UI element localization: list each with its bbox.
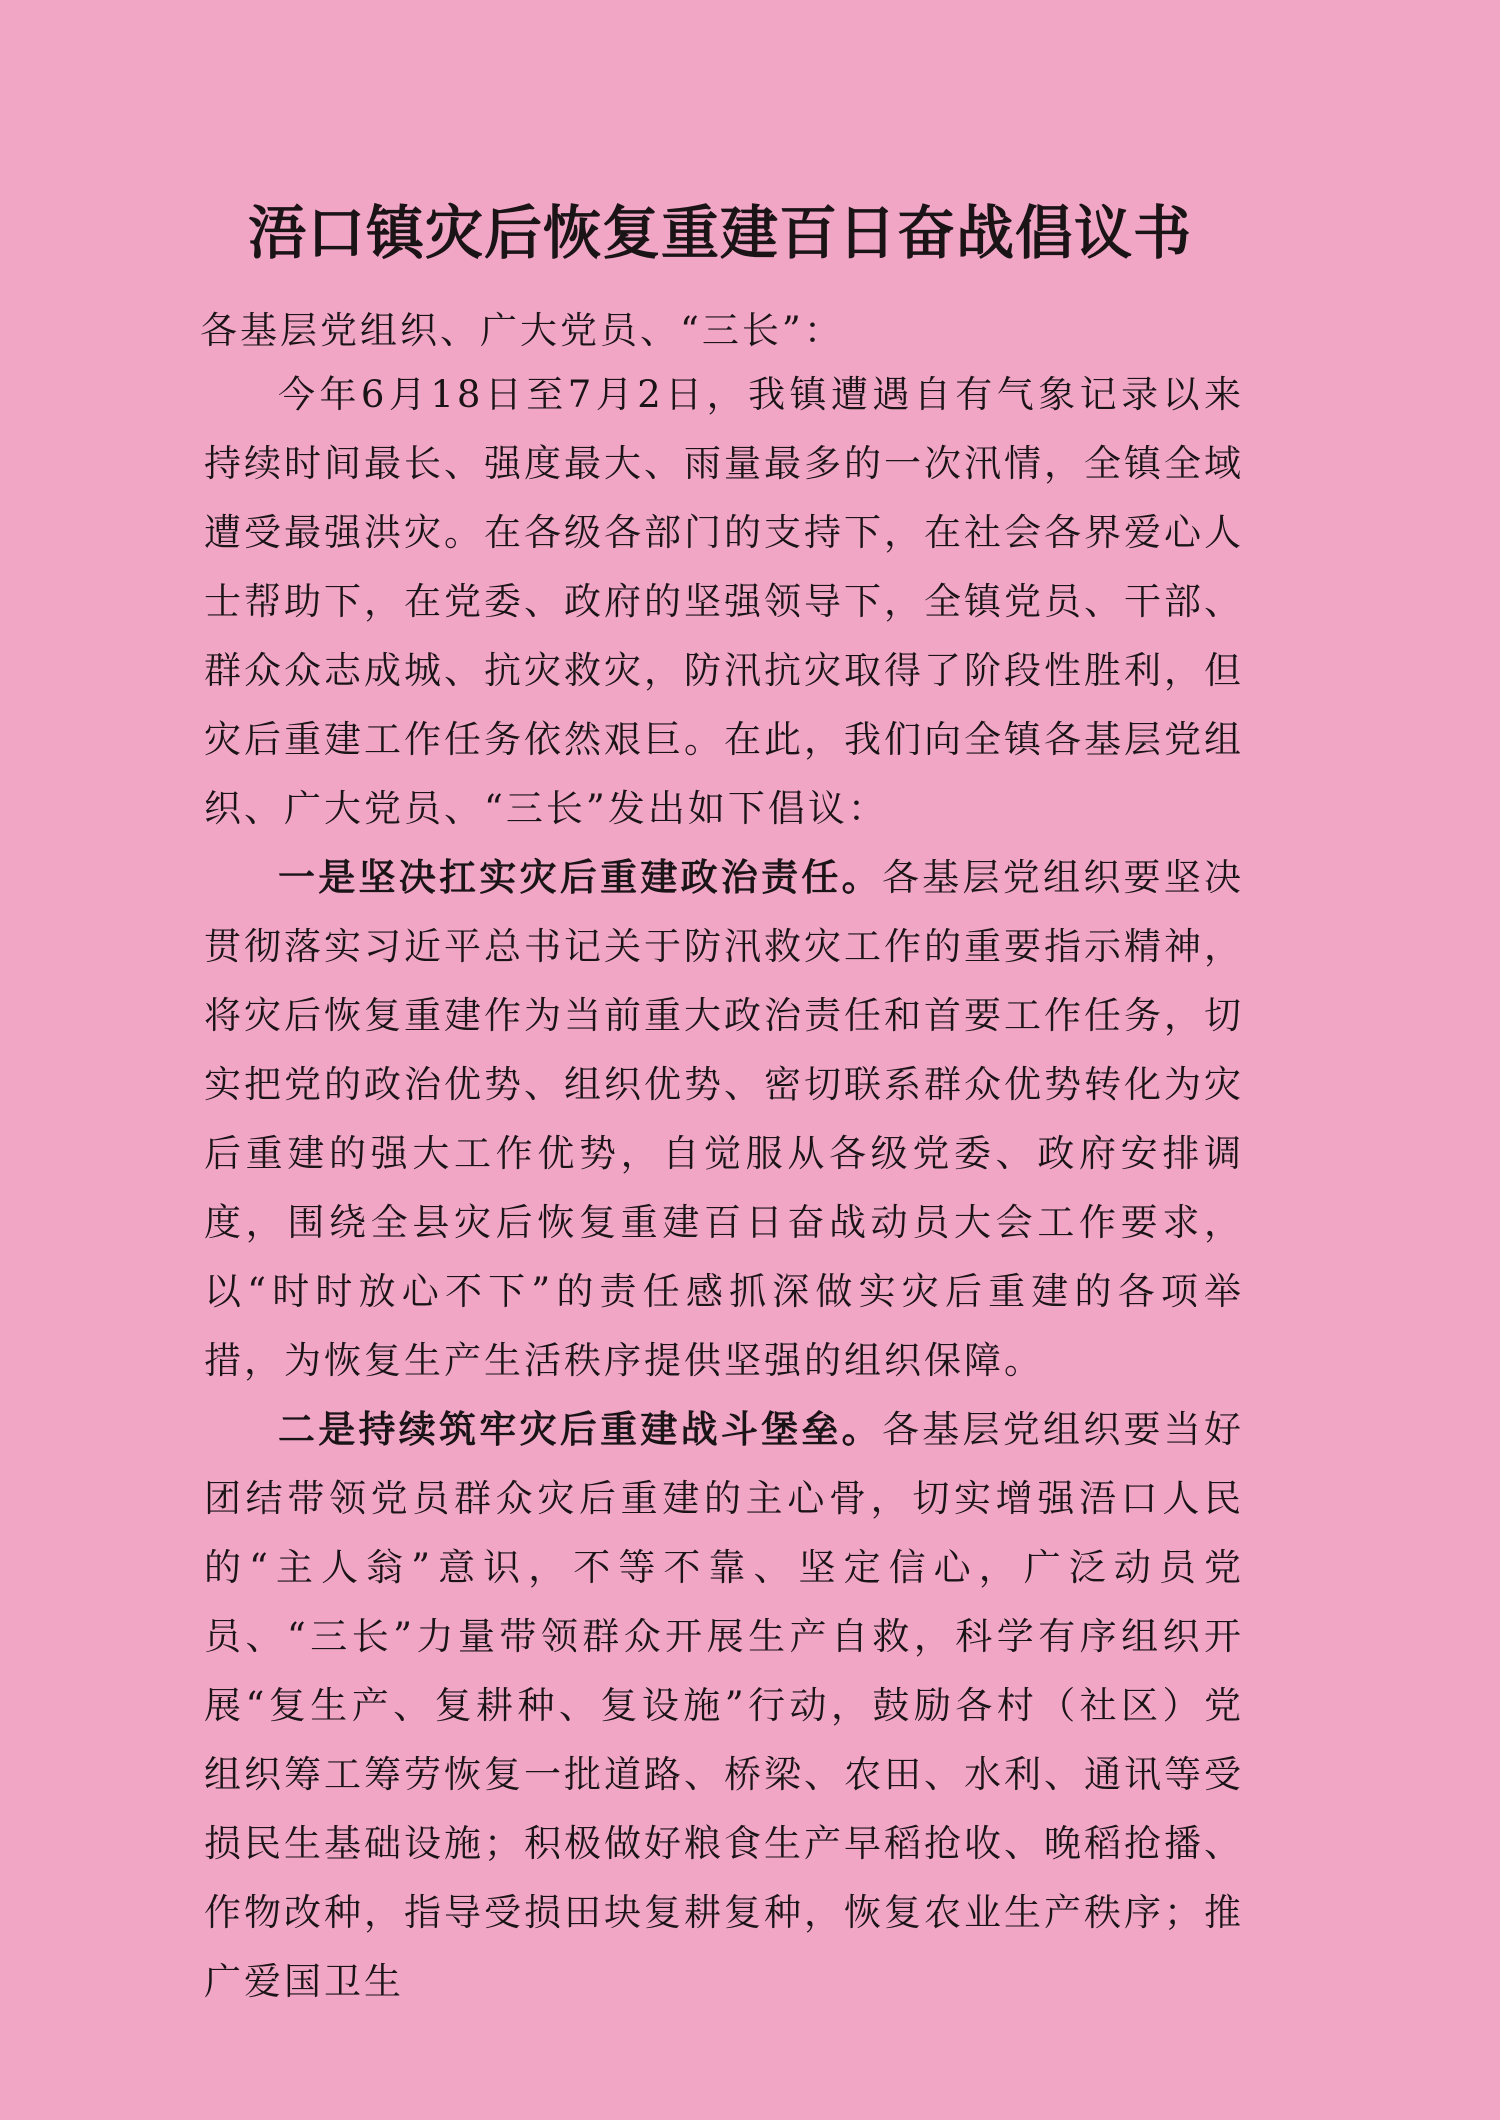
paragraph-point-2 bbox=[204, 1395, 1244, 2016]
paragraph-point-1 bbox=[204, 843, 1244, 1395]
paragraph-lead: 二是持续筑牢灾后重建战斗堡垒。 bbox=[278, 1408, 882, 1451]
paragraph-intro bbox=[204, 360, 1244, 843]
salutation: 各基层党组织、广大党员、“三长”： bbox=[200, 309, 844, 352]
document-body bbox=[204, 360, 1244, 2016]
paragraph-lead: 一是坚决扛实灾后重建政治责任。 bbox=[278, 856, 882, 899]
paragraph-text: 各基层党组织要坚决贯彻落实习近平总书记关于防汛救灾工作的重要指示精神，将灾后恢复重建作为当前重大政治责任和首要工作任务，切实把党的政治优势、组织优势、密切联系群众优势转化为灾后重建的强大工作优势，自觉服从各级党委、政府安排调度，围绕全县灾后恢复重建百日奋战动员大会工作要求，以“时时放心不下”的责任感抓深做实灾后重建的各项举措，为恢复生产生活秩序提供坚强的组织保障。 bbox=[204, 856, 1245, 1382]
paragraph-text: 今年6月18日至7月2日，我镇遭遇自有气象记录以来持续时间最长、强度最大、雨量最多的一次汛情，全镇全域遭受最强洪灾。在各级各部门的支持下，在社会各界爱心人士帮助下，在党委、政府的坚强领导下，全镇党员、干部、群众众志成城、抗灾救灾，防汛抗灾取得了阶段性胜利，但灾后重建工作任务依然艰巨。在此，我们向全镇各基层党组织、广大党员、“三长”发出如下倡议： bbox=[204, 373, 1244, 830]
document-title: 浯口镇灾后恢复重建百日奋战倡议书 bbox=[247, 199, 1192, 267]
paragraph-text: 各基层党组织要当好团结带领党员群众灾后重建的主心骨，切实增强浯口人民的“主人翁”意识，不等不靠、坚定信心，广泛动员党员、“三长”力量带领群众开展生产自救，科学有序组织开展“复生产、复耕种、复设施”行动，鼓励各村（社区）党组织筹工筹劳恢复一批道路、桥梁、农田、水利、通讯等受损民生基础设施；积极做好粮食生产早稻抢收、晚稻抢播、作物改种，指导受损田块复耕复种，恢复农业生产秩序；推广爱国卫生 bbox=[204, 1408, 1245, 2003]
